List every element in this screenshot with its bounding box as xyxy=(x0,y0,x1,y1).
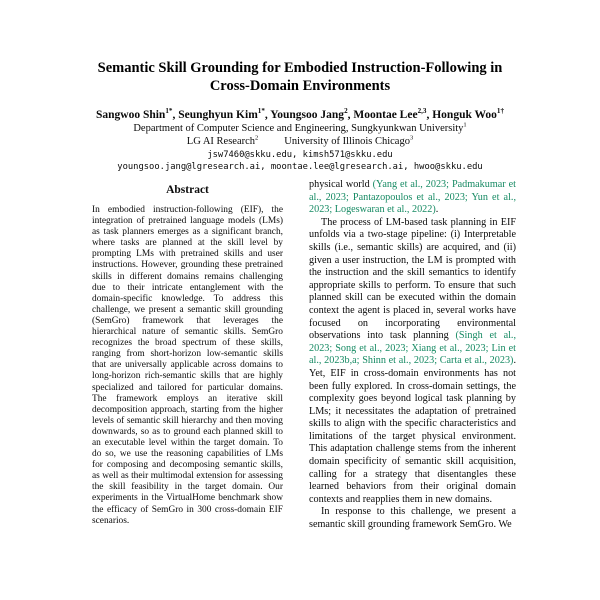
author-name: , Honguk Woo xyxy=(426,109,497,121)
email-block xyxy=(0,150,600,173)
author-name: Sangwoo Shin xyxy=(95,109,166,121)
paper-title xyxy=(0,59,600,95)
paragraph xyxy=(309,506,516,531)
author-superscript: 2,3 xyxy=(417,107,427,116)
paragraph-text: . Yet, EIF in cross-domain environments has not been fully explored. In cross-domain settings, the complexity goes beyond logical task planning by LMs; it necessitates the adaptation of pretrained skills to align with the specific characteristics and limitations of the target physical environment. This adaptation challenge stems from the inherent domain specificity of semantic skill acquisition, calling for a strategy that disentangles these learned behaviors from their original domain contexts and reapplies them in new domains. xyxy=(309,355,516,505)
paper-header xyxy=(0,0,600,173)
affiliation-line-2 xyxy=(0,135,600,148)
abstract-heading: Abstract xyxy=(166,184,209,196)
right-column-paragraphs xyxy=(309,179,516,532)
left-column xyxy=(84,179,291,532)
citation: (Yang et al., 2023; Padmakumar et al., 2023; Pantazopoulos et al., 2023; Yun et al., 2023; Logeswaran et al., 2022) xyxy=(309,179,517,216)
email-line-1: jsw7460@skku.edu, kimsh571@skku.edu xyxy=(207,150,393,160)
paragraph xyxy=(309,179,516,217)
paragraph-text: In response to this challenge, we present a semantic skill grounding framework SemGro. We xyxy=(309,506,516,531)
paper-title-line-1: Semantic Skill Grounding for Embodied Instruction-Following in xyxy=(97,60,503,76)
author-line xyxy=(0,108,600,122)
paper-title-line-2: Cross-Domain Environments xyxy=(209,78,391,94)
abstract-text: In embodied instruction-following (EIF), the integration of pretrained language models (LMs) as task planners emerges as a significant branch, where tasks are planned at the skill level by prompting LMs with pretrained skills and user instructions. However, grounding these pretrained skills in different domains remains challenging due to their intricate entanglement with the domain-specific knowledge. To address this challenge, we present a semantic skill grounding (SemGro) framework that leverages the hierarchical nature of semantic skills. SemGro recognizes the broad spectrum of these skills, ranging from short-horizon low-semantic skills that are universally applicable across domains to long-horizon rich-semantic skills that are highly specialized and tailored for particular domains. The framework employs an iterative skill decomposition approach, starting from the higher levels of semantic skill hierarchy and then moving downwards, so as to ground each planned skill to an executable level within the target domain. To do so, we use the reasoning capabilities of LMs for composing and decomposing semantic skills, as well as their multimodal extension for assessing the skill feasibility in the target domain. Our experiments in the VirtualHome benchmark show the efficacy of SemGro in 300 cross-domain EIF scenarios. xyxy=(92,205,283,526)
paragraph-text: . xyxy=(435,204,439,216)
two-column-body xyxy=(84,179,516,532)
affiliation-lg: LG AI Research xyxy=(186,136,256,147)
paragraph xyxy=(309,217,516,507)
author-name: , Moontae Lee xyxy=(347,109,418,121)
author-name: , Youngsoo Jang xyxy=(264,109,345,121)
affiliation-dept: Department of Computer Science and Engineering, Sungkyunkwan University xyxy=(133,123,464,134)
paragraph-text: physical world xyxy=(309,179,373,190)
citation: (Singh et al., 2023; Song et al., 2023; Xiang et al., 2023; Lin et al., 2023b,a; Shinn et al., 2023; Carta et al., 2023) xyxy=(309,330,517,367)
author-superscript: 2 xyxy=(344,107,348,116)
author-superscript: 1† xyxy=(496,107,505,116)
author-superscript: 1* xyxy=(165,107,173,116)
affiliation-superscript: 1 xyxy=(463,121,467,129)
affiliation-uic: University of Illinois Chicago xyxy=(284,136,410,147)
paragraph-text: The process of LM-based task planning in EIF unfolds via a two-stage pipeline: (i) Interpretable skills (i.e., semantic skills) are acquired, and (ii) given a user instruction, the LM is prompted with the instruction and the skill semantics to identify appropriate skills to perform. To ensure that such planned skill can be executed within the domain context the agent is placed in, several works have focused on incorporating environmental observations into task planning xyxy=(309,216,516,342)
author-superscript: 1* xyxy=(257,107,265,116)
affiliation-line-1 xyxy=(0,122,600,135)
email-line-2: youngsoo.jang@lgresearch.ai, moontae.lee@lgresearch.ai, hwoo@skku.edu xyxy=(117,161,483,172)
affiliation-superscript: 2 xyxy=(255,134,259,142)
affiliation-superscript: 3 xyxy=(409,134,414,142)
author-name: , Seunghyun Kim xyxy=(172,109,258,121)
